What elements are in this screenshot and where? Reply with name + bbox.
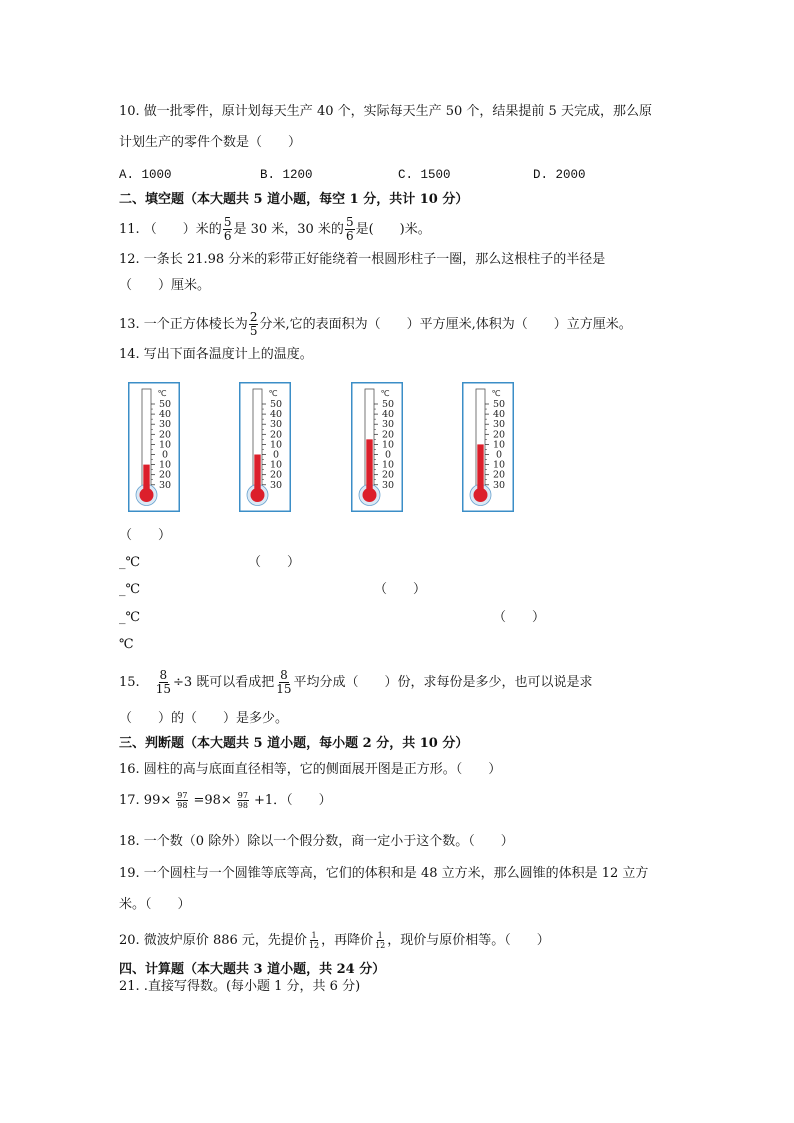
q10-option-a: A. 1000 bbox=[119, 168, 172, 182]
thermometer-tick-label: 20 bbox=[381, 469, 395, 481]
thermometer-bulb bbox=[251, 488, 265, 502]
thermometer-tick-label: 0 bbox=[272, 449, 280, 461]
thermometer-tick-label: 30 bbox=[158, 479, 172, 491]
q10-option-c: C. 1500 bbox=[398, 168, 451, 182]
q10-line2: 计划生产的零件个数是（ ） bbox=[119, 135, 302, 150]
thermometer-tick-label: 50 bbox=[269, 399, 283, 410]
q10-option-d: D. 2000 bbox=[533, 168, 586, 182]
thermometer-tick-label: 30 bbox=[492, 419, 506, 431]
thermometer-tick-label: 20 bbox=[269, 429, 283, 441]
fraction: $\frac{8}{15}$ bbox=[276, 668, 292, 696]
q19-line1: 19. 一个圆柱与一个圆锥等底等高，它们的体积和是 48 立方米，那么圆锥的体积是 12 立方 bbox=[119, 866, 649, 881]
q14-answer-3: _℃ bbox=[119, 610, 141, 625]
thermometer-tick-label: 10 bbox=[492, 439, 506, 451]
thermometer-liquid bbox=[366, 439, 372, 490]
q15-line1: 15. $\frac{8}{15}$ ÷3 既可以看成把 $\frac{8}{15}$ 平均分成（ ）份，求每份是多少，也可以说是求 bbox=[119, 668, 593, 696]
thermometer-tick-label: 10 bbox=[381, 459, 395, 471]
thermometer-bulb bbox=[474, 488, 488, 502]
thermometer-tick-label: 10 bbox=[269, 459, 283, 471]
thermometer-tick-label: 10 bbox=[269, 439, 283, 451]
q14-answer-2: _℃ bbox=[119, 582, 141, 597]
thermometer-unit: ℃ bbox=[268, 389, 278, 398]
fraction: $\frac{1}{12}$ bbox=[375, 931, 386, 950]
q14-text: 14. 写出下面各温度计上的温度。 bbox=[119, 347, 313, 362]
q20: 20. 微波炉原价 886 元，先提价 $\frac{1}{12}$ ，再降价 $\frac{1}{12}$ ，现价与原价相等。（ ） bbox=[119, 931, 550, 950]
q14-answer-blank-1: （ ） bbox=[119, 528, 172, 543]
fraction: $\frac{1}{12}$ bbox=[308, 931, 320, 950]
q14-answer-blank-3: （ ） bbox=[374, 582, 427, 597]
thermometer-tick-label: 0 bbox=[495, 449, 503, 461]
thermometer-tick-label: 30 bbox=[158, 419, 172, 431]
thermometer-tick-label: 10 bbox=[381, 439, 395, 451]
thermometer-tick-label: 20 bbox=[381, 429, 395, 441]
thermometer-tick-label: 40 bbox=[158, 409, 172, 421]
thermometer-liquid bbox=[143, 465, 149, 490]
q19-line2: 米。（ ） bbox=[119, 897, 191, 912]
q14-answer-blank-4: （ ） bbox=[493, 610, 546, 625]
q17: 17. 99× $\frac{97}{98}$ =98× $\frac{97}{98}$ +1．（ ） bbox=[119, 791, 332, 810]
thermometer-tick-label: 20 bbox=[492, 469, 506, 481]
q15-line2: （ ）的（ ）是多少。 bbox=[119, 711, 289, 726]
fraction: $\frac{8}{15}$ bbox=[155, 668, 171, 696]
thermometer-tick-label: 20 bbox=[269, 469, 283, 481]
thermometer-tick-label: 40 bbox=[269, 409, 283, 421]
fraction: $\frac{5}{6}$ bbox=[223, 215, 232, 243]
thermometer-tick-label: 0 bbox=[384, 449, 392, 461]
fraction: $\frac{5}{6}$ bbox=[345, 215, 354, 243]
q18: 18. 一个数（0 除外）除以一个假分数，商一定小于这个数。（ ） bbox=[119, 834, 514, 849]
section-3-heading: 三、判断题（本大题共 5 道小题，每小题 2 分，共 10 分） bbox=[119, 736, 469, 751]
thermometer-tick-label: 10 bbox=[492, 459, 506, 471]
thermometer-liquid bbox=[254, 455, 260, 491]
q10-line1: 10. 做一批零件，原计划每天生产 40 个，实际每天生产 50 个，结果提前 5 天完成，那么原 bbox=[119, 104, 652, 119]
thermometer-tick-label: 40 bbox=[492, 409, 506, 421]
thermometer-tick-label: 10 bbox=[158, 439, 172, 451]
thermometer-unit: ℃ bbox=[491, 389, 501, 398]
fraction: $\frac{97}{98}$ bbox=[237, 791, 248, 810]
thermometer-3 bbox=[351, 382, 403, 512]
thermometer-tick-label: 40 bbox=[381, 409, 395, 421]
thermometer-tick-label: 30 bbox=[381, 479, 395, 491]
thermometer-tick-label: 30 bbox=[492, 479, 506, 491]
q10-options bbox=[119, 167, 679, 183]
thermometer-tick-label: 50 bbox=[381, 399, 395, 410]
q16: 16. 圆柱的高与底面直径相等，它的侧面展开图是正方形。（ ） bbox=[119, 762, 502, 777]
q13: 13. 一个正方体棱长为 $\frac{2}{5}$ 分米,它的表面积为（ ）平方厘米,体积为（ ）立方厘米。 bbox=[119, 310, 632, 338]
thermometer-tick-label: 30 bbox=[269, 419, 283, 431]
q21: 21. .直接写得数。(每小题 1 分，共 6 分) bbox=[119, 979, 361, 994]
thermometer-tick-label: 0 bbox=[161, 449, 169, 461]
thermometer-unit: ℃ bbox=[380, 389, 390, 398]
thermometer-tick-label: 10 bbox=[158, 459, 172, 471]
q14-answer-1: _℃ bbox=[119, 555, 141, 570]
thermometer-tick-label: 30 bbox=[269, 479, 283, 491]
q14-answer-4: ℃ bbox=[119, 637, 134, 652]
section-4-heading: 四、计算题（本大题共 3 道小题，共 24 分） bbox=[119, 962, 386, 977]
fraction: $\frac{2}{5}$ bbox=[249, 310, 258, 338]
fraction: $\frac{97}{98}$ bbox=[177, 791, 188, 810]
q12-line2: （ ）厘米。 bbox=[119, 278, 211, 293]
thermometer-2 bbox=[239, 382, 291, 512]
section-2-heading: 二、填空题（本大题共 5 道小题，每空 1 分，共计 10 分） bbox=[119, 192, 469, 207]
thermometer-tick-label: 20 bbox=[158, 429, 172, 441]
thermometer-4 bbox=[462, 382, 514, 512]
thermometer-liquid bbox=[477, 444, 483, 490]
thermometer-tick-label: 50 bbox=[492, 399, 506, 410]
thermometer-unit: ℃ bbox=[157, 389, 167, 398]
q14-answer-blank-2: （ ） bbox=[248, 555, 301, 570]
thermometer-1 bbox=[128, 382, 180, 512]
thermometer-bulb bbox=[363, 488, 377, 502]
thermometer-tick-label: 20 bbox=[492, 429, 506, 441]
thermometer-tick-label: 30 bbox=[381, 419, 395, 431]
q10-option-b: B. 1200 bbox=[260, 168, 313, 182]
q12-line1: 12. 一条长 21.98 分米的彩带正好能绕着一根圆形柱子一圈，那么这根柱子的半径是 bbox=[119, 252, 606, 267]
thermometer-tick-label: 50 bbox=[158, 399, 172, 410]
q11: 11. （ ）米的 $\frac{5}{6}$ 是 30 米，30 米的 $\frac{5}{6}$ 是( )米。 bbox=[119, 215, 431, 243]
thermometer-bulb bbox=[140, 488, 154, 502]
thermometer-tick-label: 20 bbox=[158, 469, 172, 481]
